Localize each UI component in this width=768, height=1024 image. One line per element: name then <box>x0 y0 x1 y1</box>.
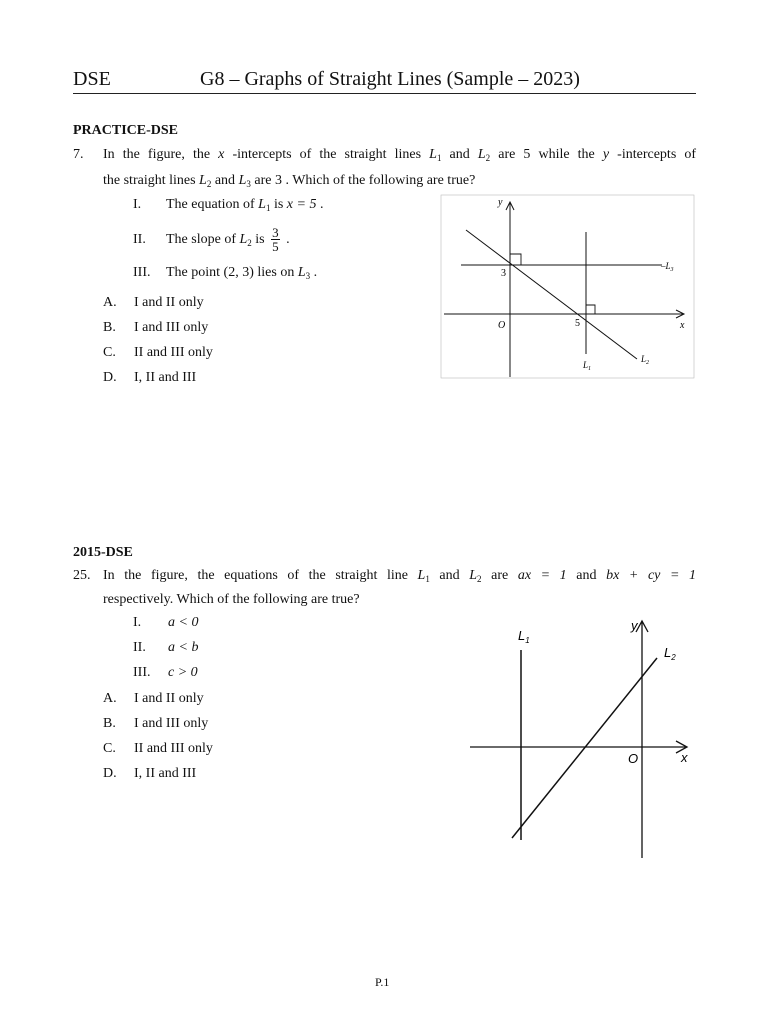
statement-number: II. <box>133 640 146 655</box>
line-l3-label: $-L_3$ <box>661 261 674 273</box>
question-text-line: In the figure, the equations of the straight line $L_1$ and $L_2$ are ax = 1 and bx + cy = 1 <box>103 568 696 584</box>
statement-number: I. <box>133 197 142 212</box>
right-angle-mark <box>586 305 595 314</box>
option-text: I, II and III <box>134 766 197 781</box>
statement: The equation of $L_1$ is x = 5 . <box>166 197 324 213</box>
option-text: I, II and III <box>134 370 197 385</box>
question-text-line: respectively. Which of the following are true? <box>103 592 360 607</box>
document-title: G8 – Graphs of Straight Lines (Sample – 2023) <box>200 68 580 90</box>
section-heading-practice: PRACTICE-DSE <box>73 123 179 138</box>
statement-number: III. <box>133 265 151 280</box>
statement-number: III. <box>133 665 151 680</box>
option-text: II and III only <box>134 741 213 756</box>
y-axis-label: y <box>498 197 503 208</box>
option-text: I and II only <box>134 295 204 310</box>
x-axis-label: x <box>680 320 685 331</box>
header-rule <box>73 93 696 94</box>
option-letter: A. <box>103 691 117 706</box>
origin-label: O <box>628 751 639 766</box>
option-letter: B. <box>103 320 116 335</box>
line-l1-label: $L_1$ <box>583 360 592 372</box>
page-number: P.1 <box>375 975 390 989</box>
question-number: 25. <box>73 568 91 583</box>
option-text: I and III only <box>134 716 209 731</box>
header-subject: DSE <box>73 68 111 90</box>
statement: c > 0 <box>168 665 198 680</box>
option-letter: C. <box>103 741 116 756</box>
figure-q25-graph <box>460 612 700 862</box>
line-l2 <box>512 658 657 838</box>
origin-label: O <box>498 320 506 331</box>
line-l1-label: $L_1$ <box>518 628 530 645</box>
question-text-line: In the figure, the x -intercepts of the straight lines $L_1$ and $L_2$ are 5 while the y -intercepts of <box>103 147 697 163</box>
question-text-line: the straight lines $L_2$ and $L_3$ are 3 . Which of the following are true? <box>103 173 476 189</box>
right-angle-mark <box>510 254 521 265</box>
figure-frame <box>441 195 694 378</box>
option-letter: D. <box>103 370 117 385</box>
y-intercept-label: 3 <box>501 268 506 279</box>
x-axis-label: x <box>681 750 688 765</box>
question-number: 7. <box>73 147 84 162</box>
statement-number: I. <box>133 615 142 630</box>
option-text: I and III only <box>134 320 209 335</box>
x-intercept-label: 5 <box>575 318 580 329</box>
line-l2 <box>466 230 637 359</box>
line-l2-label: $L_2$ <box>664 645 676 662</box>
option-text: II and III only <box>134 345 213 360</box>
section-heading-2015: 2015-DSE <box>73 545 133 560</box>
figure-q7-graph <box>440 194 696 380</box>
option-letter: C. <box>103 345 116 360</box>
statement: The slope of $L_2$ is $\frac{3}{5}$ . <box>166 225 290 255</box>
option-text: I and II only <box>134 691 204 706</box>
statement-number: II. <box>133 232 146 247</box>
fraction: $\frac{3}{5}$ <box>272 225 279 255</box>
statement: a < b <box>168 640 199 655</box>
option-letter: D. <box>103 766 117 781</box>
line-l2-label: $L_2$ <box>641 354 650 366</box>
option-letter: B. <box>103 716 116 731</box>
statement: a < 0 <box>168 615 199 630</box>
statement: The point (2, 3) lies on $L_3$ . <box>166 265 318 281</box>
option-letter: A. <box>103 295 117 310</box>
y-axis-label: y <box>631 618 638 633</box>
